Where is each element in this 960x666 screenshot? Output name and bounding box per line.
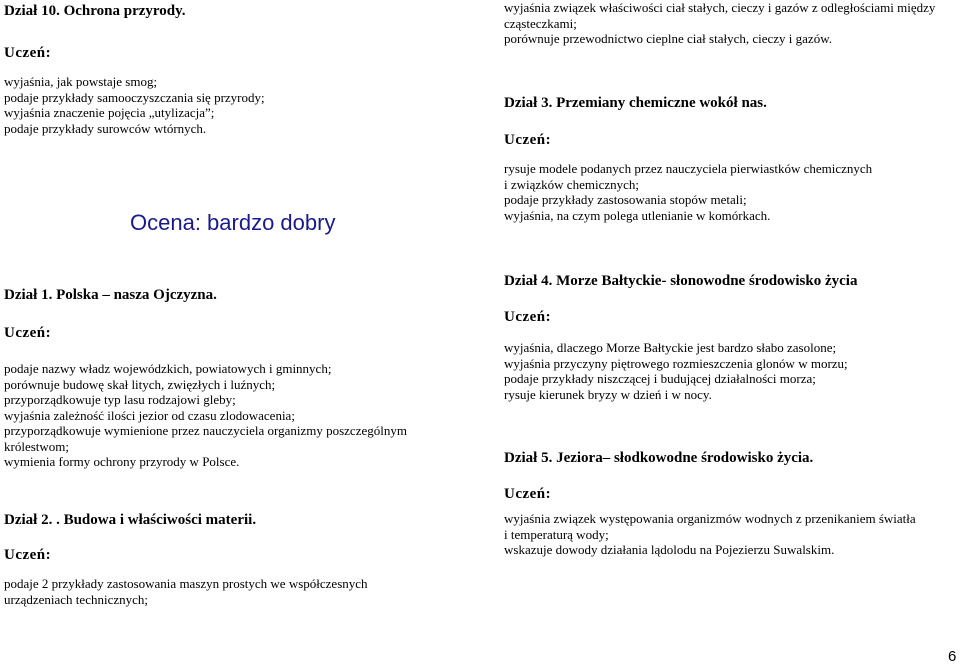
list-item: wyjaśnia, jak powstaje smog; bbox=[4, 74, 158, 89]
list-item: wyjaśnia związek właściwości ciał stałych, cieczy i gazów z odległościami między bbox=[504, 0, 936, 15]
list-item: królestwom; bbox=[4, 438, 69, 454]
section-1-list bbox=[4, 361, 407, 470]
section-10-uczen: Uczeń: bbox=[4, 45, 52, 61]
list-item: podaje przykłady surowców wtórnych. bbox=[4, 120, 207, 136]
section-2-title: Dział 2. . Budowa i właściwości materii. bbox=[4, 512, 257, 528]
list-item: cząsteczkami; bbox=[504, 15, 577, 31]
section-5-list bbox=[504, 511, 916, 558]
list-item: wyjaśnia zależność ilości jezior od czasu zlodowacenia; bbox=[4, 407, 295, 423]
list-item: porównuje budowę skał litych, zwięzłych i luźnych; bbox=[4, 376, 276, 392]
list-item: urządzeniach technicznych; bbox=[4, 591, 148, 607]
section-10-title: Dział 10. Ochrona przyrody. bbox=[4, 3, 186, 19]
section-1-title: Dział 1. Polska – nasza Ojczyzna. bbox=[4, 287, 217, 303]
section-4-uczen: Uczeń: bbox=[504, 309, 552, 325]
section-3-list bbox=[504, 161, 872, 223]
grade-label: Ocena: bardzo dobry bbox=[130, 210, 336, 235]
list-item: przyporządkowuje wymienione przez nauczyciela organizmy poszczególnym bbox=[4, 423, 407, 438]
section-2-list bbox=[4, 576, 368, 607]
list-item: podaje nazwy władz wojewódzkich, powiatowych i gminnych; bbox=[4, 361, 332, 376]
list-item: podaje przykłady samooczyszczania się przyrody; bbox=[4, 89, 265, 105]
page-number: 6 bbox=[948, 648, 957, 665]
section-3-uczen: Uczeń: bbox=[504, 132, 552, 148]
list-item: przyporządkowuje typ lasu rodzajowi gleby; bbox=[4, 392, 236, 407]
section-4-list bbox=[504, 340, 848, 402]
list-item: wyjaśnia związek występowania organizmów wodnych z przenikaniem światła bbox=[504, 511, 916, 526]
section-5-uczen: Uczeń: bbox=[504, 486, 552, 502]
list-item: wyjaśnia przyczyny piętrowego rozmieszczenia glonów w morzu; bbox=[504, 355, 848, 371]
list-item: wyjaśnia, na czym polega utlenianie w komórkach. bbox=[504, 207, 771, 223]
list-item: porównuje przewodnictwo cieplne ciał stałych, cieczy i gazów. bbox=[504, 31, 832, 46]
section-1-uczen: Uczeń: bbox=[4, 325, 52, 341]
list-item: wyjaśnia znaczenie pojęcia „utylizacja”; bbox=[4, 105, 215, 120]
section-2-uczen: Uczeń: bbox=[4, 547, 52, 563]
list-item: wymienia formy ochrony przyrody w Polsce. bbox=[4, 454, 240, 469]
section-4-title: Dział 4. Morze Bałtyckie- słonowodne środowisko życia bbox=[504, 273, 858, 289]
section-5-title: Dział 5. Jeziora– słodkowodne środowisko życia. bbox=[504, 450, 814, 466]
list-item: i temperaturą wody; bbox=[504, 526, 609, 542]
list-item: rysuje kierunek bryzy w dzień i w nocy. bbox=[504, 386, 712, 402]
list-item: rysuje modele podanych przez nauczyciela pierwiastków chemicznych bbox=[504, 161, 873, 176]
list-item: wskazuje dowody działania lądolodu na Pojezierzu Suwalskim. bbox=[504, 542, 835, 557]
list-item: podaje przykłady niszczącej i budującej działalności morza; bbox=[504, 371, 816, 386]
list-item: podaje 2 przykłady zastosowania maszyn prostych we współczesnych bbox=[4, 576, 368, 591]
section-10-list bbox=[4, 74, 265, 136]
list-item: wyjaśnia, dlaczego Morze Bałtyckie jest bardzo słabo zasolone; bbox=[504, 340, 837, 355]
list-item: i związków chemicznych; bbox=[504, 176, 639, 192]
section-3-title: Dział 3. Przemiany chemiczne wokół nas. bbox=[504, 95, 767, 111]
list-item: podaje przykłady zastosowania stopów metali; bbox=[504, 192, 747, 207]
section-2-continuation bbox=[504, 0, 935, 47]
